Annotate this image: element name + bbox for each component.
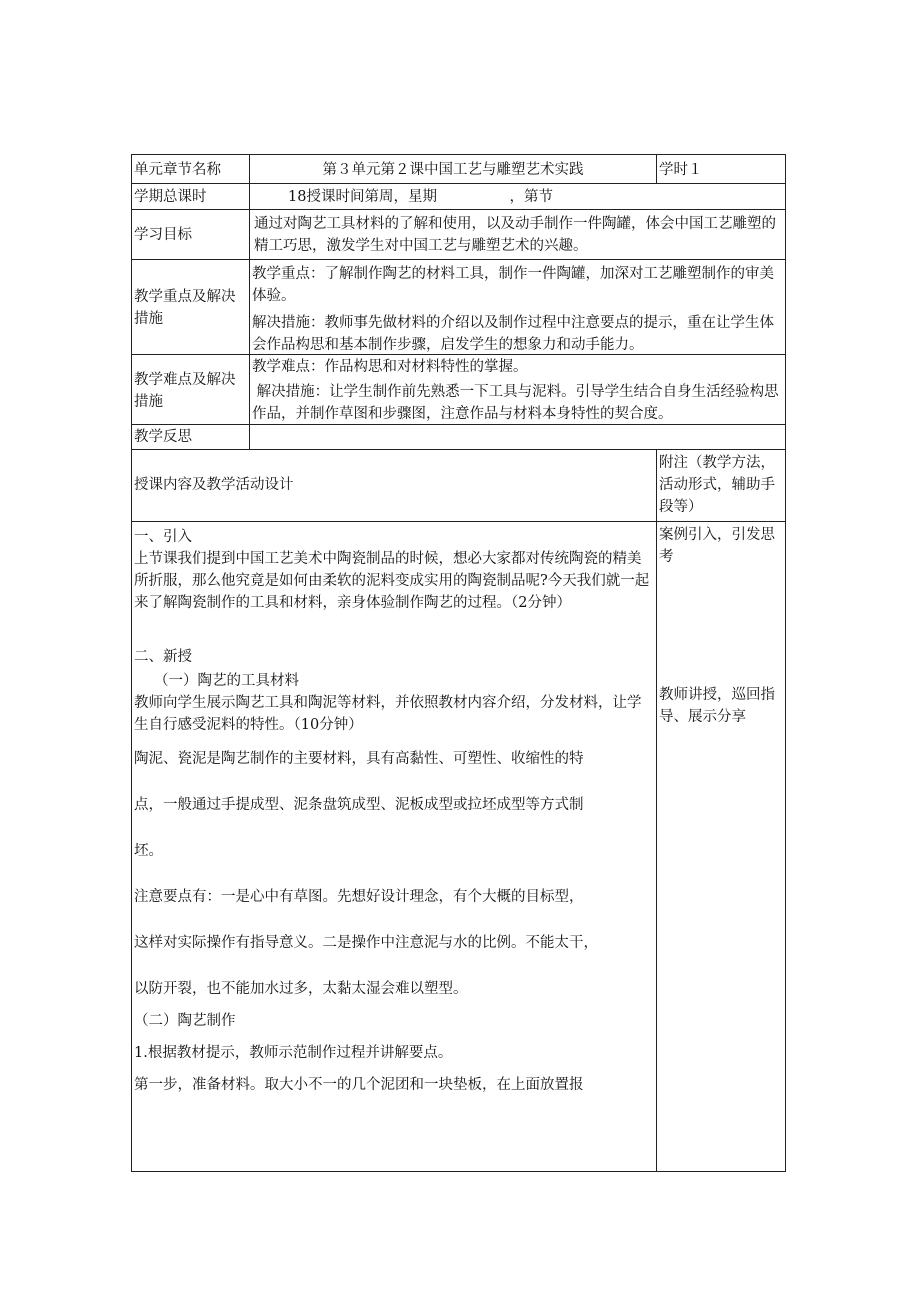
para2-line1: 注意要点有：一是心中有草图。先想好设计理念，有个大概的目标型，: [134, 889, 584, 905]
design-label: 授课内容及教学活动设计: [134, 477, 294, 493]
difficulty-label: 教学难点及解决措施: [134, 372, 236, 410]
chapter-label: 单元章节名称: [134, 162, 221, 178]
row-difficulty: [131, 354, 786, 424]
para1-line2: 点，一般通过手提成型、泥条盘筑成型、泥板成型或拉坯成型等方式制: [134, 797, 584, 813]
sub1-title: （一）陶艺的工具材料: [154, 673, 299, 689]
row-chapter: [131, 154, 786, 183]
chapter-value: 第３单元第２课中国工艺与雕塑艺术实践: [249, 155, 656, 183]
goal-value: 通过对陶艺工具材料的了解和使用，以及动手制作一件陶罐，体会中国工艺雕塑的精工巧思，激发学生对中国工艺与雕塑艺术的兴趣。: [249, 210, 785, 259]
goal-label: 学习目标: [134, 227, 192, 243]
row-goal: [131, 209, 786, 259]
reflection-label: 教学反思: [134, 429, 192, 445]
note1: 案例引入，引发思考: [659, 527, 775, 565]
content-main: [134, 522, 652, 1171]
para2-line2: 这样对实际操作有指导意义。二是操作中注意泥与水的比例。不能太干，: [134, 935, 598, 951]
keypoint-value: [249, 260, 785, 354]
term-label: 学期总课时: [134, 189, 207, 205]
difficulty-solution: 解决措施：让学生制作前先熟悉一下工具与泥料。引导学生结合自身生活经验构思作品，并制作草图和步骤图，注意作品与材料本身特性的契合度。: [252, 384, 779, 422]
step1: 第一步，准备材料。取大小不一的几个泥团和一块垫板，在上面放置报: [134, 1077, 584, 1093]
difficulty-value: [249, 355, 785, 424]
row-reflection: [131, 424, 786, 449]
note2: 教师讲授，巡回指导、展示分享: [659, 687, 775, 725]
row-design-header: [131, 449, 786, 521]
para1-line3: 坯。: [134, 843, 163, 859]
reflection-value: [249, 425, 787, 449]
difficulty-text: 教学难点：作品构思和对材料特性的掌握。: [252, 359, 528, 375]
keypoint-text: 教学重点：了解制作陶艺的材料工具，制作一件陶罐，加深对工艺雕塑制作的审美体验。: [252, 266, 774, 304]
step-intro: 1.根据教材提示，教师示范制作过程并讲解要点。: [134, 1045, 453, 1061]
term-value: 18授课时间第周，星期 ，第节: [249, 184, 785, 209]
keypoint-solution: 解决措施：教师事先做材料的介绍以及制作过程中注意要点的提示，重在让学生体会作品构思和基本制作步骤，启发学生的想象力和动手能力。: [252, 315, 774, 353]
notes-label: 附注（教学方法，活动形式，辅助手段等）: [656, 450, 787, 521]
intro-text: 上节课我们提到中国工艺美术中陶瓷制品的时候，想必大家都对传统陶瓷的精美所折服，那么他究竟是如何由柔软的泥料变成实用的陶瓷制品呢?今天我们就一起来了解陶瓷制作的工具和材料，亲身体验制作陶艺的过程。（2分钟）: [134, 551, 650, 611]
lesson-plan-table: [131, 154, 786, 1172]
content-notes: [656, 522, 787, 1171]
hours-label: 学时１: [656, 155, 787, 183]
para1-line1: 陶泥、瓷泥是陶艺制作的主要材料，具有高黏性、可塑性、收缩性的特: [134, 751, 584, 767]
row-keypoint: [131, 259, 786, 354]
new-title: 二、新授: [134, 649, 192, 665]
keypoint-label: 教学重点及解决措施: [134, 289, 236, 327]
sub2-title: （二）陶艺制作: [134, 1013, 236, 1029]
intro-title: 一、引入: [134, 529, 192, 545]
row-content: [131, 521, 786, 1172]
row-term: [131, 183, 786, 209]
sub1-text: 教师向学生展示陶艺工具和陶泥等材料，并依照教材内容介绍，分发材料，让学生自行感受泥料的特性。（10分钟）: [134, 695, 642, 733]
para2-line3: 以防开裂，也不能加水过多，太黏太湿会难以塑型。: [134, 981, 468, 997]
